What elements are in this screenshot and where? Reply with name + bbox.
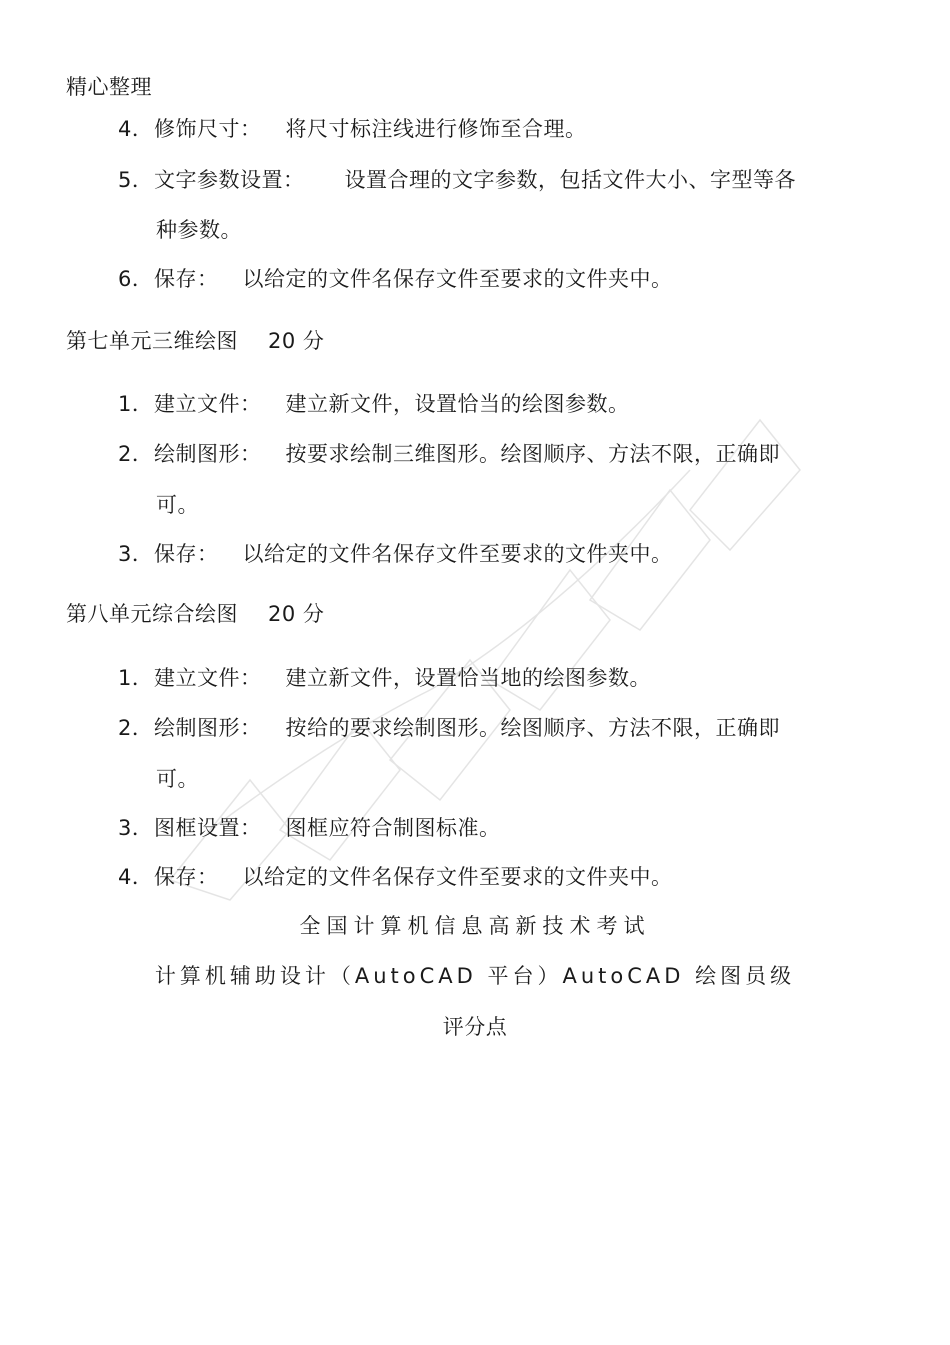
item-number: 4． <box>118 865 154 889</box>
item-label: 保存： <box>154 267 219 291</box>
item-number: 6． <box>118 267 154 291</box>
item-text: 以给定的文件名保存文件至要求的文件夹中。 <box>242 267 673 291</box>
item-label: 绘制图形： <box>154 442 262 466</box>
item-text-continuation: 种参数。 <box>156 218 242 242</box>
item-text: 以给定的文件名保存文件至要求的文件夹中。 <box>242 542 673 566</box>
item-text-continuation: 可。 <box>156 767 199 791</box>
section-heading <box>66 327 324 355</box>
list-item <box>118 863 673 891</box>
item-number: 1． <box>118 392 154 416</box>
item-label: 图框设置： <box>154 816 262 840</box>
section-title: 第八单元综合绘图 <box>66 602 238 626</box>
list-item <box>118 265 673 293</box>
item-text: 建立新文件，设置恰当的绘图参数。 <box>285 392 630 416</box>
list-item <box>118 814 501 842</box>
list-item <box>118 390 630 418</box>
item-label: 修饰尺寸： <box>154 117 262 141</box>
section-score: 20 分 <box>268 602 325 626</box>
list-item <box>118 714 780 742</box>
item-label: 保存： <box>154 542 219 566</box>
section-score: 20 分 <box>268 329 325 353</box>
list-item <box>118 664 651 692</box>
item-text: 按要求绘制三维图形。绘图顺序、方法不限，正确即 <box>285 442 780 466</box>
item-number: 3． <box>118 816 154 840</box>
list-item <box>118 115 587 143</box>
list-item <box>118 166 796 194</box>
item-label: 建立文件： <box>154 392 262 416</box>
item-label: 绘制图形： <box>154 716 262 740</box>
item-text: 建立新文件，设置恰当地的绘图参数。 <box>285 666 651 690</box>
footer-title: 全国计算机信息高新技术考试 <box>299 914 651 938</box>
item-number: 2． <box>118 716 154 740</box>
item-text: 图框应符合制图标准。 <box>285 816 501 840</box>
item-label: 保存： <box>154 865 219 889</box>
item-text: 设置合理的文字参数，包括文件大小、字型等各 <box>344 168 796 192</box>
item-text-continuation: 可。 <box>156 493 199 517</box>
item-number: 5． <box>118 168 154 192</box>
header-label: 精心整理 <box>66 75 152 99</box>
item-number: 3． <box>118 542 154 566</box>
footer-subtitle: 计算机辅助设计（AutoCAD 平台）AutoCAD 绘图员级 <box>154 964 796 988</box>
item-number: 2． <box>118 442 154 466</box>
item-text: 将尺寸标注线进行修饰至合理。 <box>285 117 587 141</box>
item-label: 建立文件： <box>154 666 262 690</box>
section-heading <box>66 600 324 628</box>
item-text: 按给的要求绘制图形。绘图顺序、方法不限，正确即 <box>285 716 780 740</box>
item-number: 4． <box>118 117 154 141</box>
item-text: 以给定的文件名保存文件至要求的文件夹中。 <box>242 865 673 889</box>
item-number: 1． <box>118 666 154 690</box>
footer-label: 评分点 <box>442 1015 508 1039</box>
list-item <box>118 540 673 568</box>
list-item <box>118 440 780 468</box>
item-label: 文字参数设置： <box>154 168 305 192</box>
section-title: 第七单元三维绘图 <box>66 329 238 353</box>
